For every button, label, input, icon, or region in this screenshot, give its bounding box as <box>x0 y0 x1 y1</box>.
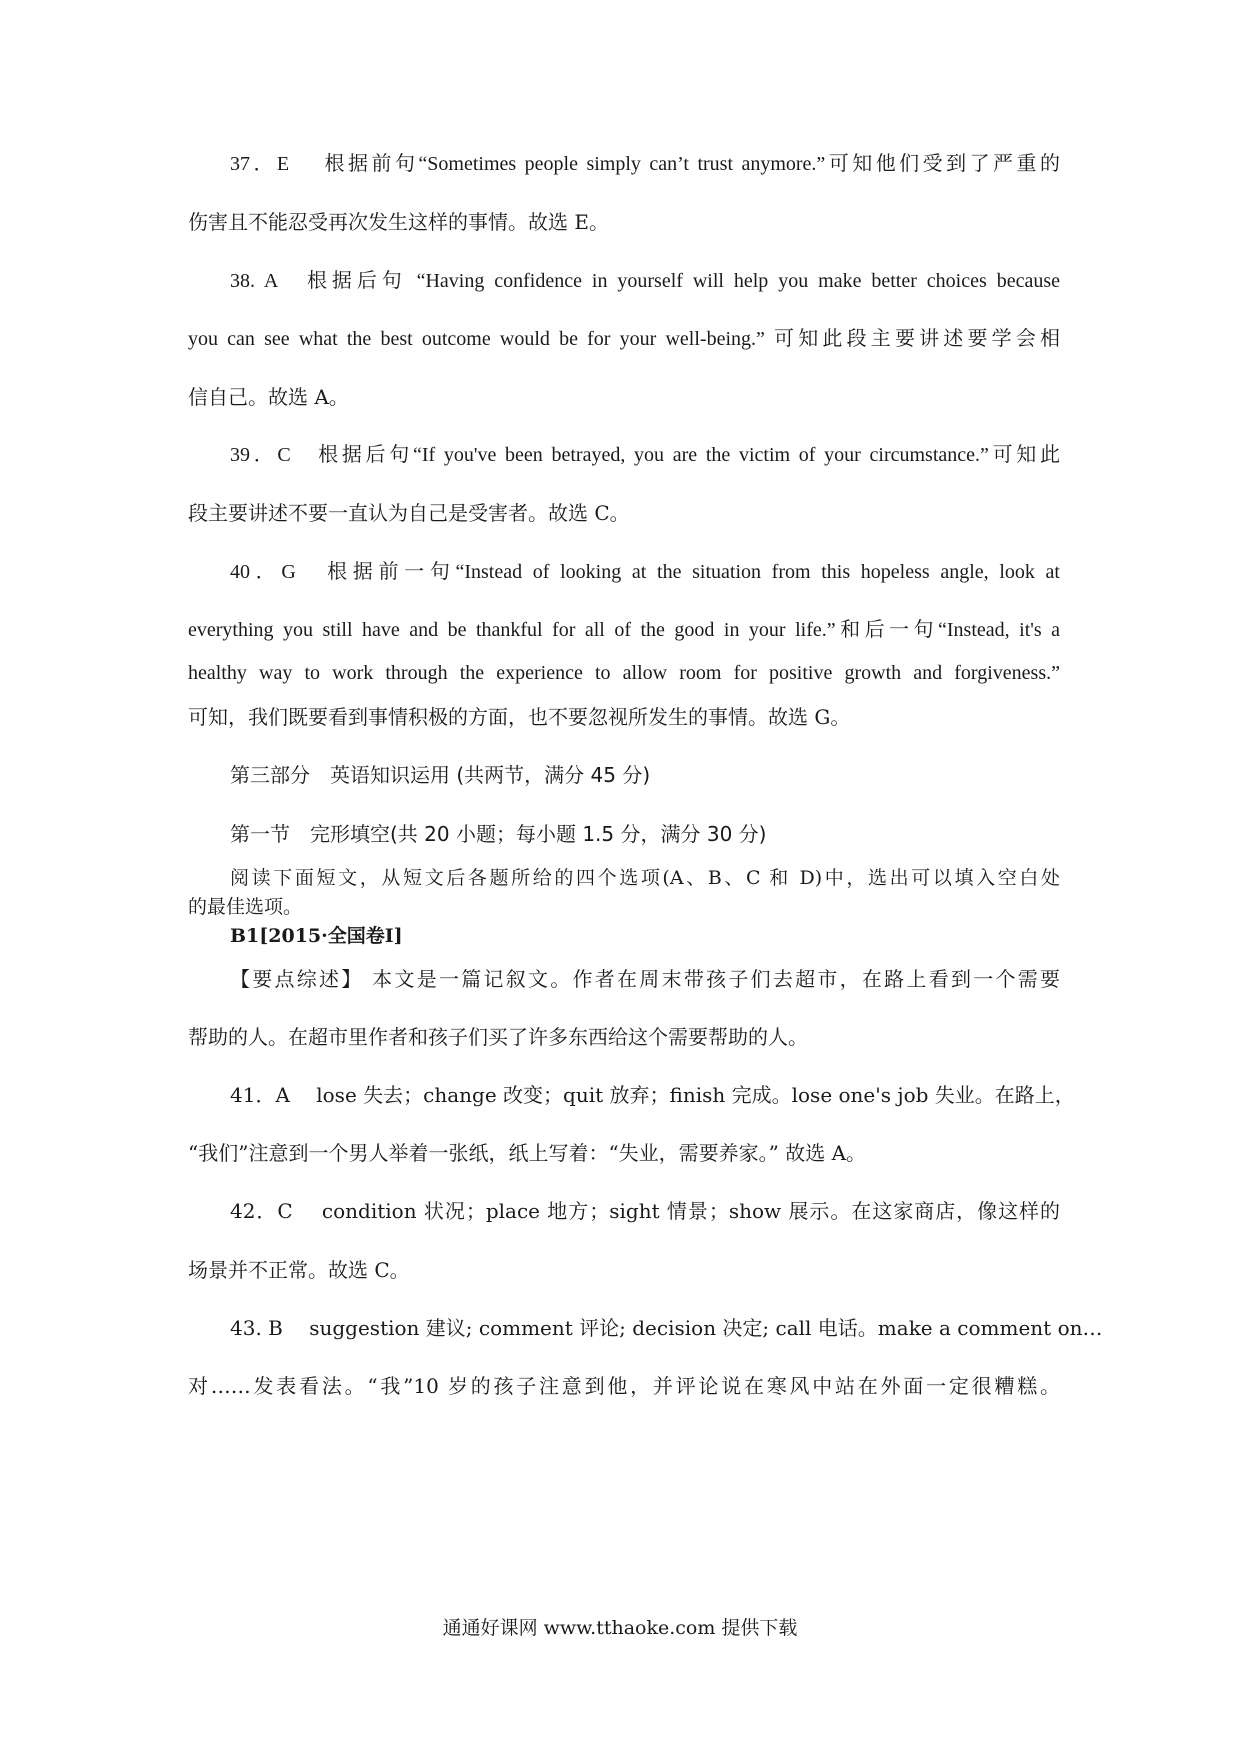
answer-38-line-3: 信自己。故选 A。 <box>188 385 349 409</box>
answer-41-line-2: “我们”注意到一个男人举着一张纸，纸上写着：“失业，需要养家。” 故选 A。 <box>188 1141 867 1165</box>
answer-40-line-2: everything you still have and be thankful for all of the good in your life.”和后一句“Instead, it's a <box>188 619 1060 641</box>
page-footer: 通通好课网 www.tthaoke.com 提供下载 <box>442 1617 798 1639</box>
answer-37-line-2: 伤害且不能忍受再次发生这样的事情。故选 E。 <box>188 210 609 234</box>
answer-42-line-2: 场景并不正常。故选 C。 <box>188 1258 410 1282</box>
answer-41-line-1: 41．A lose 失去；change 改变；quit 放弃；finish 完成。lose one's job 失业。在路上， <box>230 1083 1075 1107</box>
answer-43-line-2: 对……发表看法。“我”10 岁的孩子注意到他，并评论说在寒风中站在外面一定很糟糕。 <box>188 1374 1060 1398</box>
answer-40-line-1: 40．G 根据前一句“Instead of looking at the situation from this hopeless angle, look at <box>230 561 1060 583</box>
section-one-heading: 第一节 完形填空(共 20 小题；每小题 1.5 分，满分 30 分) <box>230 822 767 846</box>
section-three-heading: 第三部分 英语知识运用 (共两节，满分 45 分) <box>230 763 651 787</box>
answer-39-line-1: 39．C 根据后句“If you've been betrayed, you are the victim of your circumstance.”可知此 <box>230 444 1060 466</box>
instructions-line-1: 阅读下面短文，从短文后各题所给的四个选项(A、B、C 和 D)中，选出可以填入空白处 <box>230 867 1060 889</box>
answer-42-line-1: 42．C condition 状况；place 地方；sight 情景；show 展示。在这家商店，像这样的 <box>230 1199 1060 1223</box>
answer-40-line-4: 可知，我们既要看到事情积极的方面，也不要忽视所发生的事情。故选 G。 <box>188 705 851 729</box>
answer-37-line-1: 37．E 根据前句“Sometimes people simply can’t trust anymore.”可知他们受到了严重的 <box>230 153 1060 175</box>
answer-43-line-1: 43. B suggestion 建议; comment 评论; decision 决定; call 电话。make a comment on… <box>230 1316 1103 1340</box>
answer-40-line-3: healthy way to work through the experience to allow room for positive growth and forgiveness.” <box>188 662 1060 684</box>
summary-line-2: 帮助的人。在超市里作者和孩子们买了许多东西给这个需要帮助的人。 <box>188 1025 808 1049</box>
instructions-line-2: 的最佳选项。 <box>188 896 303 918</box>
answer-38-line-2: you can see what the best outcome would be for your well-being.” 可知此段主要讲述要学会相 <box>188 328 1060 350</box>
summary-line-1: 【要点综述】 本文是一篇记叙文。作者在周末带孩子们去超市，在路上看到一个需要 <box>230 967 1060 991</box>
passage-source: B1[2015·全国卷Ⅰ] <box>230 925 403 947</box>
answer-39-line-2: 段主要讲述不要一直认为自己是受害者。故选 C。 <box>188 501 630 525</box>
answer-38-line-1: 38. A 根据后句 “Having confidence in yourself will help you make better choices because <box>230 270 1060 292</box>
